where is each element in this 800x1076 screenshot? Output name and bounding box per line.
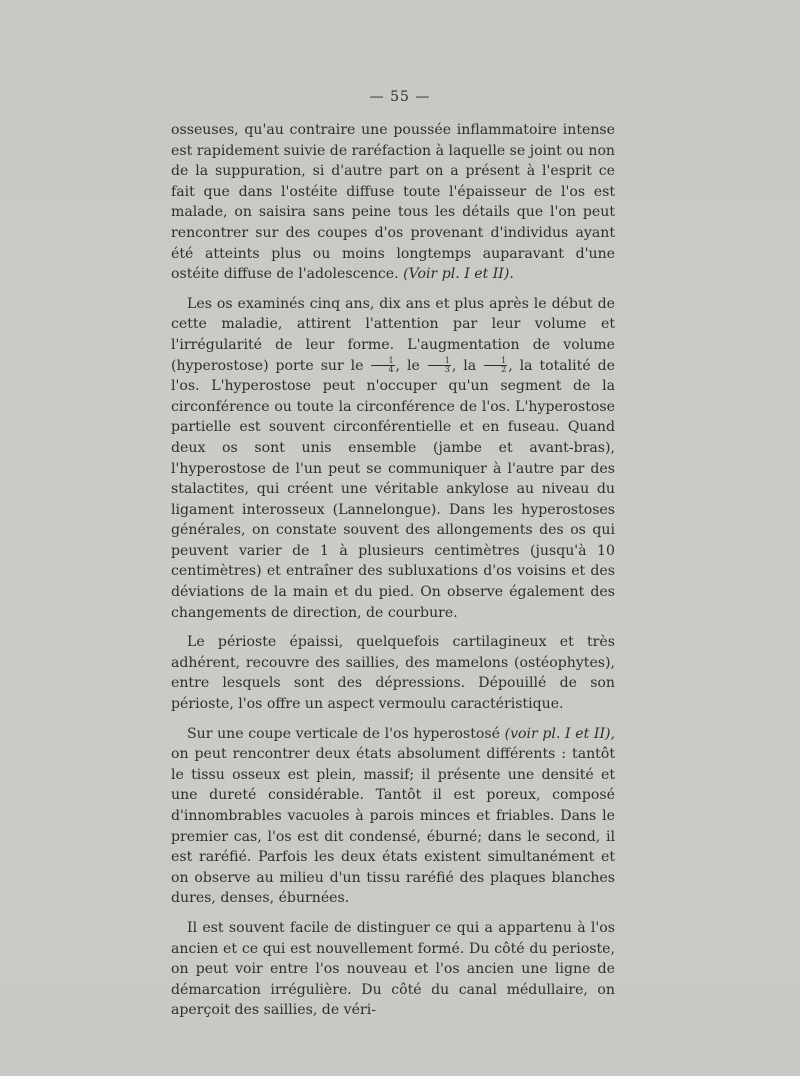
body-text	[171, 120, 615, 1030]
fraction-half: $\frac{1}{2}$	[484, 357, 507, 374]
fraction-third: $\frac{1}{3}$	[428, 357, 451, 374]
paragraph-2-text-a: Les os examinés cinq ans, dix ans et plus après le début de cette maladie, attirent l'attention par leur volume et l'irrégularité de leur forme. L'augmentation de volume (hyperostose) porte sur le	[171, 295, 615, 374]
page-number: — 55 —	[369, 89, 431, 105]
paragraph-2-text-d: , la totalité de l'os. L'hyperostose peut n'occuper qu'un segment de la circonférence ou toute la circonférence de l'os. L'hyperostose partielle est souvent circonférentielle et en fuseau. Quand deux os sont unis ensemble (jambe et avant-bras), l'hyperostose de l'un peut se communiquer à l'autre par des stalactites, qui créent une véritable ankylose au niveau du ligament interosseux (Lannelongue). Dans les hyperostoses générales, on constate souvent des allongements des os qui peuvent varier de 1 à plusieurs centimètres (jusqu'à 10 centimètres) et entraîner des subluxations d'os voisins et des déviations de la main et du pied. On observe également des changements de direction, de courbure.	[171, 357, 615, 621]
plate-reference: (Voir pl. I et II).	[403, 266, 514, 283]
paragraph-2-text-c: , la	[451, 357, 477, 374]
fraction-quarter: $\frac{1}{4}$	[371, 357, 394, 374]
paragraph-1-text: osseuses, qu'au contraire une poussée inflammatoire intense est rapidement suivie de raréfaction à laquelle se joint ou non de la suppuration, si d'autre part on a présent à l'esprit ce fait que dans l'ostéite diffuse toute l'épaisseur de l'os est malade, on saisira sans peine tous les détails que l'on peut rencontrer sur des coupes d'os provenant d'individus ayant été atteints plus ou moins longtemps auparavant d'une ostéite diffuse de l'adolescence.	[171, 122, 615, 283]
paragraph-2-text-b: , le	[395, 357, 420, 374]
paragraph-1	[171, 120, 615, 285]
paragraph-5: Il est souvent facile de distinguer ce qui a appartenu à l'os ancien et ce qui est nouvellement formé. Du côté du perioste, on peut voir entre l'os nouveau et l'os ancien une ligne de démarcation irrégulière. Du côté du canal médullaire, on aperçoit des saillies, de véri-	[171, 919, 615, 1019]
paragraph-3: Le périoste épaissi, quelquefois cartilagineux et très adhérent, recouvre des saillies, des mamelons (ostéophytes), entre lesquels sont des dépressions. Dépouillé de son périoste, l'os offre un aspect vermoulu caractéristique.	[171, 634, 615, 713]
paragraph-4	[171, 724, 615, 909]
paragraph-2	[171, 294, 615, 624]
paragraph-4-text-b: on peut rencontrer deux états absolument différents : tantôt le tissu osseux est plein, massif; il présente une densité et une dureté considérable. Tantôt il est poreux, composé d'innombrables vacuoles à parois minces et friables. Dans le premier cas, l'os est dit condensé, éburné; dans le second, il est raréfié. Parfois les deux états existent simultanément et on observe au milieu d'un tissu raréfié des plaques blanches dures, denses, éburnées.	[171, 746, 615, 907]
paragraph-4-text-a: Sur une coupe verticale de l'os hyperostosé	[187, 725, 500, 742]
plate-reference-2: (voir pl. I et II),	[504, 725, 615, 742]
